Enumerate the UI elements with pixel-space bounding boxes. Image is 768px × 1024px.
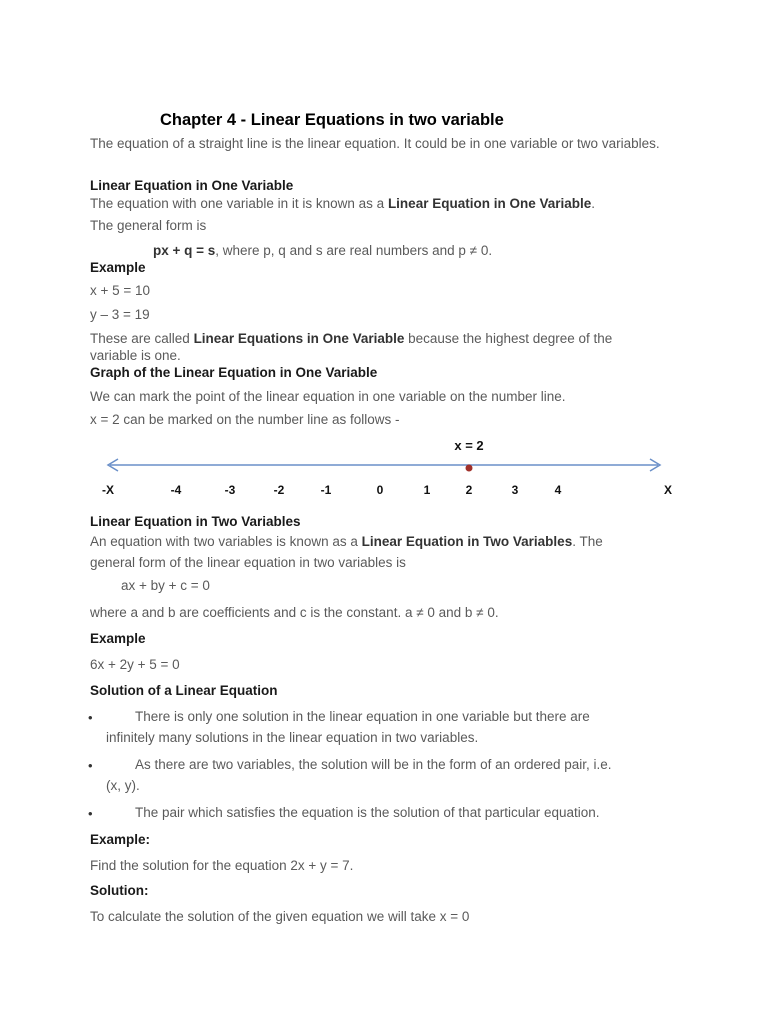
general-form-formula: px + q = s — [153, 243, 216, 258]
two-def-end: . The — [572, 534, 603, 549]
called-line-end: variable is one. — [90, 348, 181, 363]
tick-label: -X — [102, 483, 114, 497]
tick-labels — [102, 483, 672, 497]
general-form-line — [153, 242, 492, 259]
tick-label: -2 — [273, 483, 285, 497]
example-problem-text: Find the solution for the equation 2x + y = 7. — [90, 858, 354, 873]
tick-label: 3 — [511, 483, 519, 497]
bullet-icon: • — [88, 710, 93, 725]
definition-text: The equation with one variable in it is known as a — [90, 196, 388, 211]
called-text: These are called — [90, 331, 194, 346]
point-label: x = 2 — [454, 438, 484, 453]
bullet-2-line-1: As there are two variables, the solution will be in the form of an ordered pair, i.e. — [135, 757, 612, 772]
two-variable-general-intro: general form of the linear equation in two variables is — [90, 555, 406, 570]
graph-text-2: x = 2 can be marked on the number line as follows - — [90, 412, 400, 427]
two-variable-definition — [90, 533, 603, 550]
one-variable-definition — [90, 195, 595, 212]
called-line — [90, 330, 612, 347]
solution-label: Solution: — [90, 883, 149, 898]
called-term: Linear Equations in One Variable — [193, 331, 405, 346]
example-heading-three: Example: — [90, 832, 151, 847]
bullet-2-line-2: (x, y). — [106, 778, 140, 793]
example-heading-one: Example — [90, 260, 146, 275]
page-title: Chapter 4 - Linear Equations in two variable — [160, 111, 504, 129]
example-heading-two: Example — [90, 631, 146, 646]
tick-label: 4 — [554, 483, 562, 497]
definition-term: Linear Equation in One Variable — [387, 196, 592, 211]
bullet-icon: • — [88, 806, 93, 821]
graph-text-1: We can mark the point of the linear equation in one variable on the number line. — [90, 389, 566, 404]
marked-point — [466, 465, 473, 472]
two-def-text: An equation with two variables is known as a — [90, 534, 362, 549]
bullet-1-line-2: infinitely many solutions in the linear equation in two variables. — [106, 730, 479, 745]
definition-end: . — [591, 196, 596, 211]
tick-label: -1 — [320, 483, 332, 497]
tick-label: X — [663, 483, 673, 497]
bullet-1-line-1: There is only one solution in the linear equation in one variable but there are — [135, 709, 590, 724]
solution-text: To calculate the solution of the given equation we will take x = 0 — [90, 909, 470, 924]
bullet-icon: • — [88, 758, 93, 773]
number-line-figure — [0, 430, 768, 510]
tick-label: 2 — [465, 483, 473, 497]
tick-label: -4 — [170, 483, 182, 497]
two-def-term: Linear Equation in Two Variables — [361, 534, 573, 549]
tick-label: 0 — [376, 483, 384, 497]
tick-label: -3 — [224, 483, 236, 497]
general-form-conditions: , where p, q and s are real numbers and p ≠ 0. — [215, 243, 493, 258]
general-form-intro: The general form is — [90, 218, 207, 233]
called-rest: because the highest degree of the — [404, 331, 613, 346]
example-equation-3: 6x + 2y + 5 = 0 — [90, 657, 180, 672]
example-equation-2: y – 3 = 19 — [90, 307, 150, 322]
graph-heading: Graph of the Linear Equation in One Variable — [90, 365, 378, 380]
two-variable-heading: Linear Equation in Two Variables — [90, 514, 301, 529]
tick-label: 1 — [423, 483, 431, 497]
bullet-3-line-1: The pair which satisfies the equation is the solution of that particular equation. — [135, 805, 600, 820]
solution-heading: Solution of a Linear Equation — [90, 683, 278, 698]
example-equation-1: x + 5 = 10 — [90, 283, 151, 298]
one-variable-heading: Linear Equation in One Variable — [90, 178, 294, 193]
coefficients-text: where a and b are coefficients and c is the constant. a ≠ 0 and b ≠ 0. — [90, 605, 499, 620]
two-variable-general-form: ax + by + c = 0 — [121, 578, 210, 593]
intro-paragraph: The equation of a straight line is the linear equation. It could be in one variable or two variables. — [90, 136, 660, 151]
